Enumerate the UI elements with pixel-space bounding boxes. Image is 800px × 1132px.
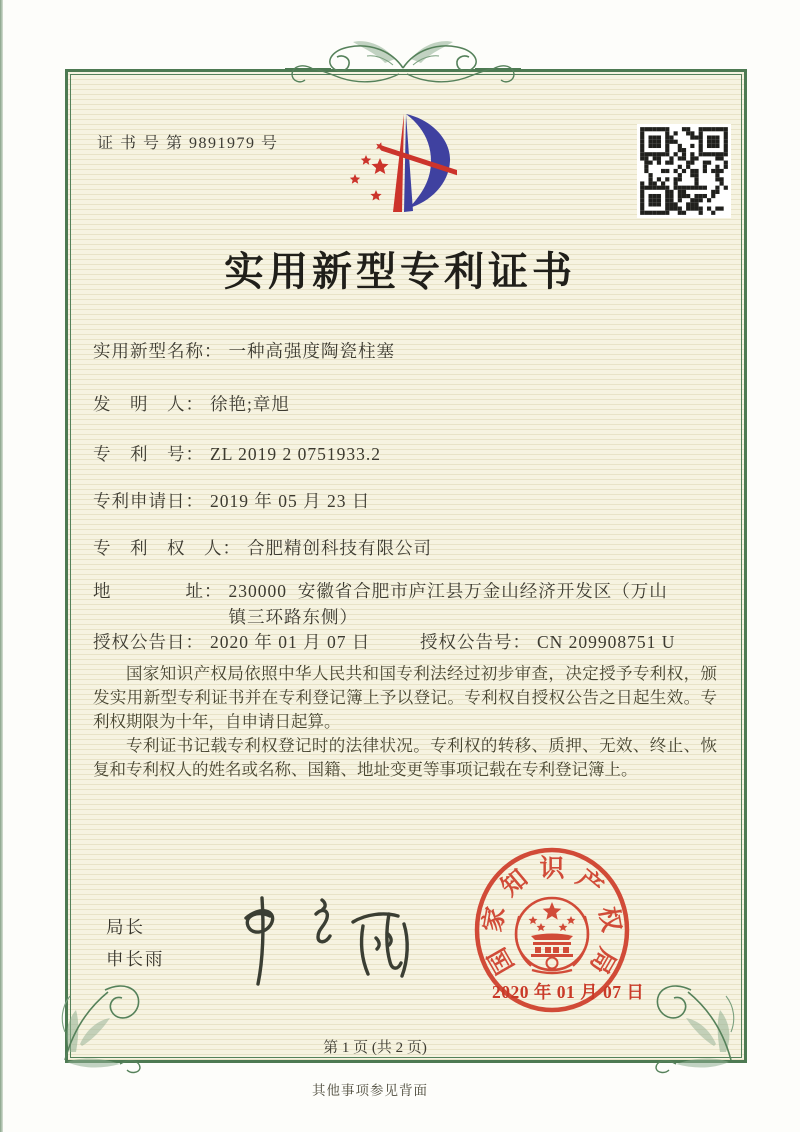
field-label: 专 利 号：: [93, 444, 204, 464]
officer-title: 局长: [106, 917, 145, 937]
national-emblem: [516, 898, 588, 973]
field-value: 230000 安徽省合肥市庐江县万金山经济开发区（万山镇三环路东侧）: [228, 581, 668, 627]
field-row-filing-date: [93, 488, 370, 514]
field-label: 授权公告日：: [93, 632, 204, 652]
certificate-number: 证 书 号 第 9891979 号: [97, 135, 279, 152]
field-value: CN 209908751 U: [537, 632, 676, 652]
field-value: 徐艳;章旭: [210, 394, 290, 414]
certificate-title: 实用新型专利证书: [224, 249, 576, 294]
svg-text:识: 识: [539, 855, 565, 883]
seal-date: 2020 年 01 月 07 日: [492, 982, 645, 1002]
svg-text:知: 知: [496, 864, 533, 902]
legal-text-section: [93, 662, 717, 782]
svg-text:局: 局: [584, 942, 621, 979]
svg-text:产: 产: [571, 864, 608, 902]
field-label: 发 明 人：: [93, 394, 204, 414]
svg-text:国: 国: [483, 942, 520, 979]
field-label: 授权公告号：: [420, 632, 531, 652]
field-label: 专利申请日：: [93, 491, 204, 511]
scanned-page-edge: [0, 0, 3, 1132]
field-row-invention-name: [93, 338, 395, 364]
field-row-patentee: [93, 535, 432, 561]
svg-text:家: 家: [479, 904, 511, 935]
back-side-note: 其他事项参见背面: [312, 1083, 428, 1098]
commissioner-signature: [218, 888, 433, 988]
field-row-address: [93, 578, 681, 630]
field-row-inventor: [93, 391, 290, 417]
field-value: 一种高强度陶瓷柱塞: [228, 341, 395, 361]
officer-name: 申长雨: [106, 949, 165, 969]
legal-paragraph-1: 国家知识产权局依照中华人民共和国专利法经过初步审查，决定授予专利权，颁发实用新型专利证书并在专利登记簿上予以登记。专利权自授权公告之日起生效。专利权期限为十年，自申请日起算。: [93, 664, 717, 731]
grant-date-group: [93, 629, 370, 655]
field-value: ZL 2019 2 0751933.2: [210, 444, 381, 464]
qr-code: [637, 124, 731, 218]
svg-text:权: 权: [593, 904, 625, 935]
field-label: 地 址：: [93, 581, 223, 601]
legal-paragraph-2: 专利证书记载专利权登记时的法律状况。专利权的转移、质押、无效、终止、恢复和专利权人的姓名或名称、国籍、地址变更等事项记载在专利登记簿上。: [93, 736, 717, 779]
field-value: 合肥精创科技有限公司: [247, 538, 432, 558]
cnipa-logo: [333, 106, 457, 216]
field-label: 实用新型名称：: [93, 341, 223, 361]
field-value: 2019 年 05 月 23 日: [210, 491, 371, 511]
page-number: 第 1 页 (共 2 页): [323, 1040, 427, 1056]
grant-number-group: [420, 629, 675, 655]
field-row-grant: [93, 629, 713, 655]
field-value: 2020 年 01 月 07 日: [210, 632, 371, 652]
field-label: 专 利 权 人：: [93, 538, 241, 558]
field-row-patent-number: [93, 441, 381, 467]
